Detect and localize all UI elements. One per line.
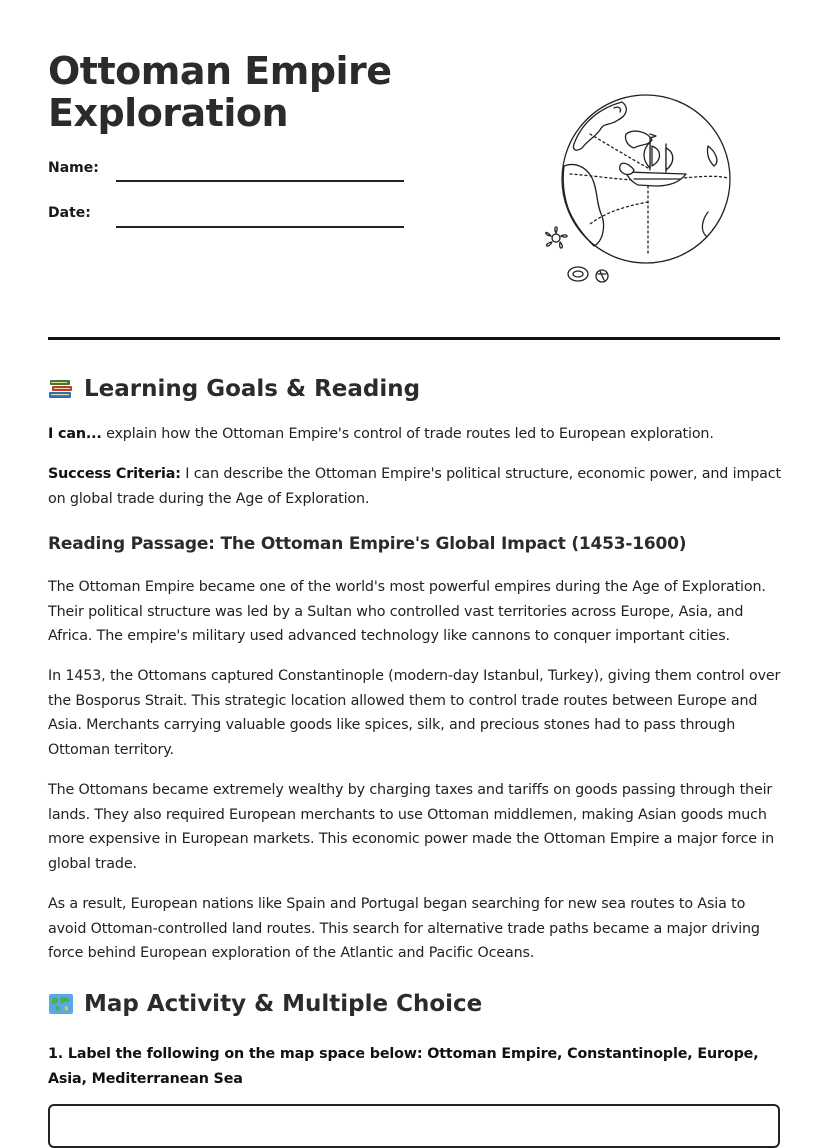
reading-passage-title: Reading Passage: The Ottoman Empire's Global Impact (1453-1600)	[48, 534, 687, 554]
name-line[interactable]	[116, 180, 404, 182]
date-label: Date:	[48, 205, 91, 221]
reading-paragraph: The Ottomans became extremely wealthy by charging taxes and tariffs on goods passing through their lands. They also required European merchants to use Ottoman middlemen, making Asian goods much more expensive in European markets. This economic power made the Ottoman Empire a major force in global trade.	[48, 782, 775, 872]
i-can-text: explain how the Ottoman Empire's control of trade routes led to European exploration.	[101, 426, 714, 442]
reading-paragraph: In 1453, the Ottomans captured Constantinople (modern-day Istanbul, Turkey), giving them control over the Bosporus Strait. This strategic location allowed them to control trade routes between Europe and Asia. Merchants carrying valuable goods like spices, silk, and precious stones had to pass through Ottoman territory.	[48, 668, 781, 758]
success-criteria	[48, 462, 783, 511]
success-criteria-text: I can describe the Ottoman Empire's political structure, economic power, and impact on global trade during the Age of Exploration.	[48, 466, 781, 507]
header-divider	[48, 337, 780, 340]
section-heading-text: Learning Goals & Reading	[84, 376, 421, 402]
books-emoji-icon	[48, 377, 74, 401]
map-drawing-area[interactable]	[48, 1104, 780, 1148]
world-map-emoji-icon	[48, 992, 74, 1016]
section-heading-text: Map Activity & Multiple Choice	[84, 991, 483, 1017]
date-line[interactable]	[116, 226, 404, 228]
page-title	[48, 50, 392, 134]
section-heading-map-activity	[48, 990, 482, 1018]
question-1: 1. Label the following on the map space below: Ottoman Empire, Constantinople, Europe, Asia, Mediterranean Sea	[48, 1046, 759, 1087]
section-heading-learning-goals	[48, 375, 420, 403]
i-can-label: I can...	[48, 426, 102, 442]
title-line-1: Ottoman Empire	[48, 49, 392, 93]
name-label: Name:	[48, 160, 99, 176]
reading-paragraph: The Ottoman Empire became one of the world's most powerful empires during the Age of Exploration. Their political structure was led by a Sultan who controlled vast territories across Europe, Asia, and Africa. The empire's military used advanced technology like cannons to conquer important cities.	[48, 579, 766, 645]
i-can-statement	[48, 422, 783, 447]
globe-with-ship-icon	[530, 86, 740, 292]
reading-paragraph: As a result, European nations like Spain and Portugal began searching for new sea routes to Asia to avoid Ottoman-controlled land routes. This search for alternative trade paths became a major driving force behind European exploration of the Atlantic and Pacific Oceans.	[48, 896, 760, 962]
success-criteria-label: Success Criteria:	[48, 466, 181, 482]
title-line-2: Exploration	[48, 91, 289, 135]
